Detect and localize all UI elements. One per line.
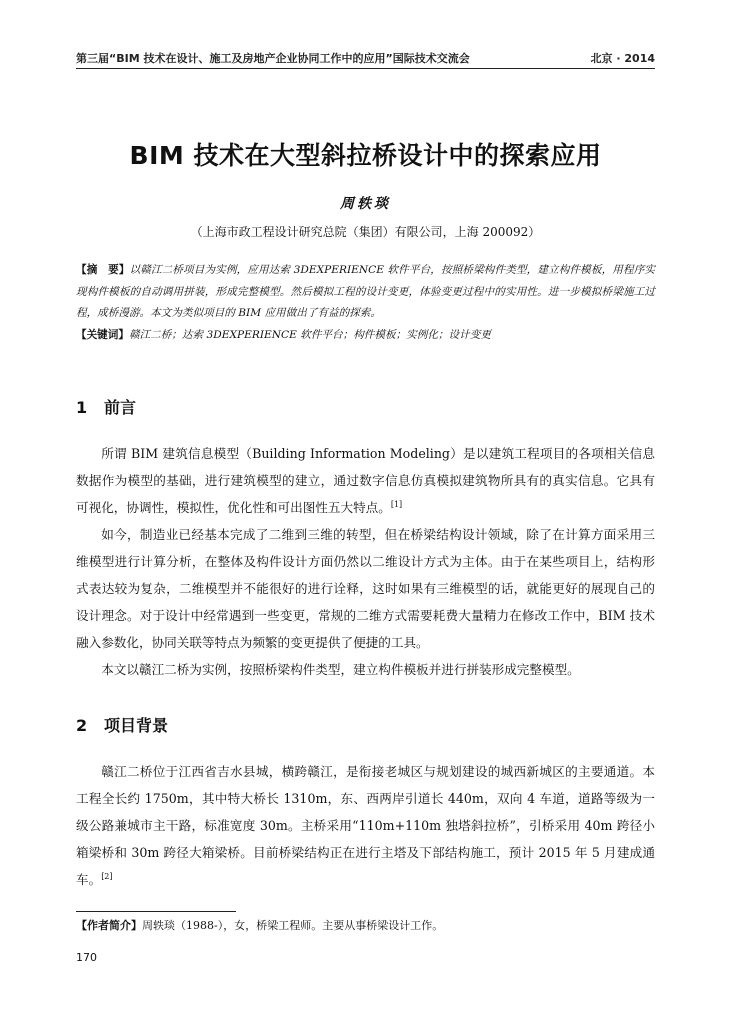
paragraph-text: 所谓 BIM 建筑信息模型（Building Information Modeling）是以建筑工程项目的各项相关信息数据作为模型的基础，进行建筑模型的建立，通过数字信息仿真模拟建筑物所具有的真实信息。它具有可视化，协调性，模拟性，优化性和可出图性五大特点。 xyxy=(76,446,655,515)
body-paragraph xyxy=(76,521,655,656)
paragraph-text: 赣江二桥位于江西省吉水县城，横跨赣江，是衔接老城区与规划建设的城西新城区的主要通道。本工程全长约 1750m，其中特大桥长 1310m，东、西两岸引道长 440m，双向 4 车道，道路等级为一级公路兼城市主干路，标准宽度 30m。主桥采用“110m+110m 独塔斜拉桥”，引桥采用 40m 跨径小箱梁桥和 30m 跨径大箱梁桥。目前桥梁结构正在进行主塔及下部结构施工，预计 2015 年 5 月建成通车。 xyxy=(76,764,655,887)
abstract-paragraph xyxy=(76,260,655,325)
section-number: 1 xyxy=(76,398,88,417)
section-number: 2 xyxy=(76,716,88,735)
paragraph-text: 本文以赣江二桥为实例，按照桥梁构件类型，建立构件模板并进行拼装形成完整模型。 xyxy=(101,662,580,677)
footnote-label: 【作者简介】 xyxy=(76,919,142,932)
section-body xyxy=(76,758,655,893)
location-year: 北京 · 2014 xyxy=(590,52,655,65)
footnote-text: 周轶琰（1988-），女，桥梁工程师。主要从事桥梁设计工作。 xyxy=(142,919,444,932)
body-paragraph xyxy=(76,758,655,893)
abstract-text: 以赣江二桥项目为实例，应用达索 3DEXPERIENCE 软件平台，按照桥梁构件类型，建立构件模板，用程序实现构件模板的自动调用拼装，形成完整模型。然后模拟工程的设计变更，体验变更过程中的实用性。进一步模拟桥梁施工过程，成桥漫游。本文为类似项目的 BIM 应用做出了有益的探索。 xyxy=(76,264,655,319)
header-rule xyxy=(76,68,655,69)
citation-ref: [1] xyxy=(390,499,403,509)
keywords-paragraph xyxy=(76,325,655,347)
paper-title: BIM 技术在大型斜拉桥设计中的探索应用 xyxy=(129,141,602,170)
author-affiliation: （上海市政工程设计研究总院（集团）有限公司，上海 200092） xyxy=(190,225,541,239)
body-paragraph xyxy=(76,656,655,683)
body-paragraph xyxy=(76,440,655,521)
section-heading xyxy=(76,713,168,736)
page-number: 170 xyxy=(76,951,97,964)
keywords-text: 赣江二桥；达索 3DEXPERIENCE 软件平台；构件模板；实例化；设计变更 xyxy=(128,328,491,341)
section-title: 项目背景 xyxy=(104,716,169,735)
running-header xyxy=(76,50,655,66)
author-name: 周轶琰 xyxy=(340,196,391,212)
keywords-label: 【关键词】 xyxy=(76,328,129,341)
footnote-rule xyxy=(76,911,236,912)
paragraph-text: 如今，制造业已经基本完成了二维到三维的转型，但在桥梁结构设计领域，除了在计算方面采用三维模型进行计算分析，在整体及构件设计方面仍然以二维设计方式为主体。由于在某些项目上，结构形式表达较为复杂，二维模型并不能很好的进行诠释，这时如果有三维模型的话，就能更好的展现自己的设计理念。对于设计中经常遇到一些变更，常规的二维方式需要耗费大量精力在修改工作中，BIM 技术融入参数化，协同关联等特点为频繁的变更提供了便捷的工具。 xyxy=(76,527,655,650)
section-heading xyxy=(76,395,136,418)
citation-ref: [2] xyxy=(101,871,113,881)
abstract-block xyxy=(76,260,655,346)
conference-name: 第三届“BIM 技术在设计、施工及房地产企业协同工作中的应用”国际技术交流会 xyxy=(76,52,470,65)
section-title: 前言 xyxy=(104,398,137,417)
author-footnote xyxy=(76,917,655,933)
abstract-label: 【摘 要】 xyxy=(76,264,130,276)
section-body xyxy=(76,440,655,683)
